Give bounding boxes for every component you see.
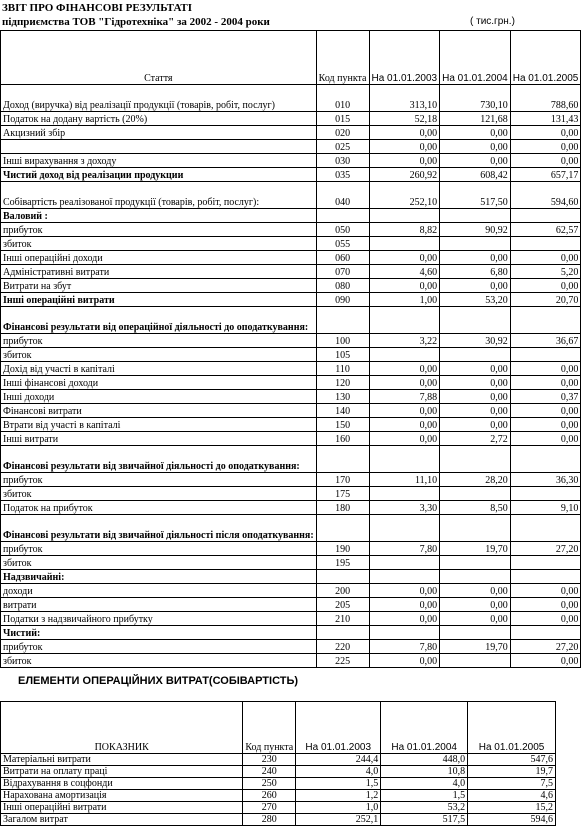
row-code: 260: [243, 790, 296, 802]
row-code: 040: [316, 182, 369, 209]
row-value-2: 28,20: [440, 473, 511, 487]
row-label: Фінансові результати від звичайної діяльності до оподаткування:: [1, 446, 317, 473]
row-label: Податки з надзвичайного прибутку: [1, 612, 317, 626]
row-value-2: 53,20: [440, 293, 511, 307]
row-value-3: 19,7: [468, 766, 556, 778]
row-value-3: [510, 570, 581, 584]
table-row: [1, 404, 581, 418]
row-label: Інші операційні витрати: [1, 293, 317, 307]
row-value-3: 0,00: [510, 362, 581, 376]
table-row: [1, 766, 556, 778]
row-value-3: 62,57: [510, 223, 581, 237]
row-label: Адміністративні витрати: [1, 265, 317, 279]
row-value-2: 0,00: [440, 279, 511, 293]
row-value-2: 0,00: [440, 404, 511, 418]
row-value-1: 0,00: [369, 362, 440, 376]
row-code: 020: [316, 126, 369, 140]
row-value-1: 4,60: [369, 265, 440, 279]
row-code: 270: [243, 802, 296, 814]
row-value-1: 0,00: [369, 140, 440, 154]
row-label: Інші операційні доходи: [1, 251, 317, 265]
table-row: [1, 334, 581, 348]
row-value-1: 3,30: [369, 501, 440, 515]
table-row: [1, 446, 581, 473]
table-row: [1, 376, 581, 390]
row-code: 030: [316, 154, 369, 168]
header-col-2004: На 01.01.2004: [381, 702, 468, 754]
row-value-2: 0,00: [440, 126, 511, 140]
row-code: 100: [316, 334, 369, 348]
row-value-3: 9,10: [510, 501, 581, 515]
row-label: Чистий:: [1, 626, 317, 640]
row-label: прибуток: [1, 334, 317, 348]
row-value-3: 20,70: [510, 293, 581, 307]
row-value-1: 0,00: [369, 612, 440, 626]
row-label: доходи: [1, 584, 317, 598]
row-value-2: [440, 446, 511, 473]
header-code: Код пункта: [316, 31, 369, 85]
row-value-2: 0,00: [440, 362, 511, 376]
row-value-3: [510, 237, 581, 251]
row-value-1: 0,00: [369, 598, 440, 612]
row-value-1: 260,92: [369, 168, 440, 182]
row-value-3: 0,00: [510, 279, 581, 293]
row-value-3: 15,2: [468, 802, 556, 814]
table-row: [1, 473, 581, 487]
row-code: 070: [316, 265, 369, 279]
row-value-1: 244,4: [296, 754, 381, 766]
table-row: [1, 598, 581, 612]
table-row: [1, 570, 581, 584]
row-value-3: 27,20: [510, 542, 581, 556]
row-label: збиток: [1, 348, 317, 362]
row-code: [316, 626, 369, 640]
row-label: прибуток: [1, 542, 317, 556]
row-code: 080: [316, 279, 369, 293]
row-value-2: 608,42: [440, 168, 511, 182]
table-row: [1, 209, 581, 223]
table-row: [1, 584, 581, 598]
table-row: [1, 293, 581, 307]
header-indicator: ПОКАЗНИК: [1, 702, 243, 754]
table-row: [1, 654, 581, 668]
row-code: 090: [316, 293, 369, 307]
row-value-2: [440, 654, 511, 668]
row-value-3: 0,00: [510, 654, 581, 668]
row-value-1: [369, 626, 440, 640]
row-code: 010: [316, 85, 369, 112]
header-col-2003: На 01.01.2003: [369, 31, 440, 85]
row-value-1: [369, 487, 440, 501]
row-label: Інші операційні витрати: [1, 802, 243, 814]
row-label: збиток: [1, 556, 317, 570]
row-value-3: 594,6: [468, 814, 556, 826]
row-value-3: 7,5: [468, 778, 556, 790]
table-row: [1, 251, 581, 265]
table-row: [1, 168, 581, 182]
row-value-1: 1,00: [369, 293, 440, 307]
row-label: Податок на прибуток: [1, 501, 317, 515]
row-value-2: [440, 556, 511, 570]
row-value-1: [369, 307, 440, 334]
row-label: Витрати на збут: [1, 279, 317, 293]
row-code: 225: [316, 654, 369, 668]
row-value-3: [510, 515, 581, 542]
row-value-2: 0,00: [440, 584, 511, 598]
row-value-3: [510, 446, 581, 473]
row-value-3: [510, 626, 581, 640]
row-code: 035: [316, 168, 369, 182]
row-label: Витрати на оплату праці: [1, 766, 243, 778]
row-value-1: [369, 348, 440, 362]
row-code: [316, 515, 369, 542]
row-value-2: 30,92: [440, 334, 511, 348]
row-value-1: [369, 570, 440, 584]
header-col-2005: На 01.01.2005: [510, 31, 581, 85]
operating-costs-table: [0, 701, 556, 826]
row-value-3: 0,37: [510, 390, 581, 404]
table-row: [1, 640, 581, 654]
row-label: Доход (виручка) від реалізації продукції (товарів, робіт, послуг): [1, 85, 317, 112]
row-code: 110: [316, 362, 369, 376]
row-value-3: 788,60: [510, 85, 581, 112]
row-label: Акцизний збір: [1, 126, 317, 140]
table-row: [1, 112, 581, 126]
table-row: [1, 390, 581, 404]
row-code: 250: [243, 778, 296, 790]
row-value-1: 313,10: [369, 85, 440, 112]
row-value-2: [440, 348, 511, 362]
row-value-2: [440, 307, 511, 334]
row-value-1: 7,80: [369, 640, 440, 654]
row-value-3: 0,00: [510, 598, 581, 612]
row-value-2: 0,00: [440, 251, 511, 265]
row-value-2: 0,00: [440, 612, 511, 626]
row-label: Інші фінансові доходи: [1, 376, 317, 390]
row-label: збиток: [1, 237, 317, 251]
row-value-1: 0,00: [369, 251, 440, 265]
row-code: 150: [316, 418, 369, 432]
row-value-2: 0,00: [440, 154, 511, 168]
row-value-2: [440, 209, 511, 223]
table-row: [1, 279, 581, 293]
row-value-2: [440, 570, 511, 584]
table-row: [1, 501, 581, 515]
row-value-2: 730,10: [440, 85, 511, 112]
table-row: [1, 182, 581, 209]
row-value-1: 0,00: [369, 154, 440, 168]
row-code: [316, 446, 369, 473]
table-row: [1, 237, 581, 251]
row-value-3: 27,20: [510, 640, 581, 654]
table-row: [1, 542, 581, 556]
row-code: 025: [316, 140, 369, 154]
row-value-2: 517,50: [440, 182, 511, 209]
row-code: 220: [316, 640, 369, 654]
header-article: Стаття: [1, 31, 317, 85]
row-value-2: 0,00: [440, 390, 511, 404]
row-code: 200: [316, 584, 369, 598]
row-label: Дохід від участі в капіталі: [1, 362, 317, 376]
row-value-1: 3,22: [369, 334, 440, 348]
row-value-3: 0,00: [510, 126, 581, 140]
row-label: Інші вирахування з доходу: [1, 154, 317, 168]
table-row: [1, 626, 581, 640]
row-value-3: [510, 487, 581, 501]
row-value-3: 0,00: [510, 376, 581, 390]
row-code: [316, 570, 369, 584]
row-value-3: [510, 307, 581, 334]
row-value-2: 19,70: [440, 640, 511, 654]
row-value-1: [369, 209, 440, 223]
table-row: [1, 790, 556, 802]
table-row: [1, 556, 581, 570]
row-value-1: 7,80: [369, 542, 440, 556]
table-row: [1, 126, 581, 140]
row-label: Надзвичайні:: [1, 570, 317, 584]
table-row: [1, 418, 581, 432]
row-code: 205: [316, 598, 369, 612]
row-value-2: 448,0: [381, 754, 468, 766]
row-value-2: [440, 487, 511, 501]
row-value-3: 5,20: [510, 265, 581, 279]
row-value-3: 0,00: [510, 432, 581, 446]
row-value-2: 90,92: [440, 223, 511, 237]
row-label: Фінансові витрати: [1, 404, 317, 418]
row-value-2: [440, 515, 511, 542]
row-code: 140: [316, 404, 369, 418]
header-col-2005: На 01.01.2005: [468, 702, 556, 754]
row-value-1: 0,00: [369, 654, 440, 668]
row-value-1: [369, 237, 440, 251]
row-value-1: 0,00: [369, 126, 440, 140]
row-label: Матеріальні витрати: [1, 754, 243, 766]
header-col-2004: На 01.01.2004: [440, 31, 511, 85]
row-code: 130: [316, 390, 369, 404]
row-value-3: 0,00: [510, 404, 581, 418]
row-value-3: [510, 556, 581, 570]
row-label: збиток: [1, 487, 317, 501]
table-header-row: [1, 702, 556, 754]
row-label: [1, 140, 317, 154]
row-value-2: 0,00: [440, 376, 511, 390]
row-label: прибуток: [1, 473, 317, 487]
row-label: Валовий :: [1, 209, 317, 223]
row-value-3: [510, 209, 581, 223]
row-value-2: 19,70: [440, 542, 511, 556]
row-label: збиток: [1, 654, 317, 668]
row-value-2: 8,50: [440, 501, 511, 515]
row-value-1: [369, 556, 440, 570]
row-label: Нарахована амортизація: [1, 790, 243, 802]
row-value-2: 0,00: [440, 140, 511, 154]
row-value-1: 1,5: [296, 778, 381, 790]
table-row: [1, 612, 581, 626]
row-value-1: 8,82: [369, 223, 440, 237]
row-code: 170: [316, 473, 369, 487]
row-value-1: 0,00: [369, 432, 440, 446]
row-value-1: 0,00: [369, 404, 440, 418]
row-value-3: 0,00: [510, 418, 581, 432]
report-title: ЗВІТ ПРО ФІНАНСОВІ РЕЗУЛЬТАТІ: [2, 2, 193, 14]
row-code: 195: [316, 556, 369, 570]
table-row: [1, 754, 556, 766]
table-row: [1, 432, 581, 446]
row-value-1: 0,00: [369, 418, 440, 432]
row-value-3: 0,00: [510, 584, 581, 598]
row-value-3: 547,6: [468, 754, 556, 766]
row-label: Податок на додану вартість (20%): [1, 112, 317, 126]
row-value-3: 0,00: [510, 612, 581, 626]
row-code: 190: [316, 542, 369, 556]
header-col-2003: На 01.01.2003: [296, 702, 381, 754]
row-value-1: 52,18: [369, 112, 440, 126]
row-code: 175: [316, 487, 369, 501]
row-value-1: 7,88: [369, 390, 440, 404]
table-row: [1, 85, 581, 112]
row-code: [316, 209, 369, 223]
row-label: Відрахування в соцфонди: [1, 778, 243, 790]
row-value-2: 53,2: [381, 802, 468, 814]
row-value-3: 0,00: [510, 251, 581, 265]
row-value-1: 4,0: [296, 766, 381, 778]
row-label: витрати: [1, 598, 317, 612]
row-code: 055: [316, 237, 369, 251]
row-label: прибуток: [1, 223, 317, 237]
row-value-2: 1,5: [381, 790, 468, 802]
row-value-3: 0,00: [510, 154, 581, 168]
row-code: 015: [316, 112, 369, 126]
table-row: [1, 265, 581, 279]
row-label: Загалом витрат: [1, 814, 243, 826]
units-label: ( тис.грн.): [470, 16, 515, 27]
row-value-3: [510, 348, 581, 362]
row-value-2: [440, 626, 511, 640]
row-code: [316, 307, 369, 334]
table-row: [1, 362, 581, 376]
table-row: [1, 307, 581, 334]
row-label: Фінансові результати від звичайної діяльності після оподаткування:: [1, 515, 317, 542]
row-value-2: 2,72: [440, 432, 511, 446]
table-row: [1, 814, 556, 826]
row-code: 160: [316, 432, 369, 446]
table-row: [1, 515, 581, 542]
row-code: 060: [316, 251, 369, 265]
row-label: Чистий доход від реалізации продукции: [1, 168, 317, 182]
row-value-3: 594,60: [510, 182, 581, 209]
row-value-3: 4,6: [468, 790, 556, 802]
row-code: 210: [316, 612, 369, 626]
row-label: Інші доходи: [1, 390, 317, 404]
row-code: 180: [316, 501, 369, 515]
row-value-1: 0,00: [369, 279, 440, 293]
row-label: Інші витрати: [1, 432, 317, 446]
row-value-1: 11,10: [369, 473, 440, 487]
row-value-1: 1,2: [296, 790, 381, 802]
row-value-1: [369, 515, 440, 542]
row-value-1: 252,1: [296, 814, 381, 826]
row-value-2: [440, 237, 511, 251]
row-value-3: 0,00: [510, 140, 581, 154]
row-code: 230: [243, 754, 296, 766]
row-value-3: 36,67: [510, 334, 581, 348]
table-row: [1, 348, 581, 362]
row-value-3: 131,43: [510, 112, 581, 126]
row-value-2: 0,00: [440, 418, 511, 432]
row-value-1: [369, 446, 440, 473]
row-code: 105: [316, 348, 369, 362]
row-value-2: 6,80: [440, 265, 511, 279]
financial-results-table: [0, 30, 581, 668]
row-label: Собівартість реалізованої продукції (товарів, робіт, послуг):: [1, 182, 317, 209]
row-value-3: 36,30: [510, 473, 581, 487]
row-value-2: 517,5: [381, 814, 468, 826]
report-subtitle: підприємства ТОВ "Гідротехніка" за 2002 - 2004 роки: [2, 16, 270, 28]
row-code: 240: [243, 766, 296, 778]
row-value-1: 0,00: [369, 376, 440, 390]
row-value-2: 4,0: [381, 778, 468, 790]
row-value-2: 121,68: [440, 112, 511, 126]
row-value-1: 0,00: [369, 584, 440, 598]
table-row: [1, 778, 556, 790]
table-row: [1, 487, 581, 501]
table-row: [1, 223, 581, 237]
row-code: 120: [316, 376, 369, 390]
row-value-2: 0,00: [440, 598, 511, 612]
table-row: [1, 154, 581, 168]
table-header-row: [1, 31, 581, 85]
row-value-3: 657,17: [510, 168, 581, 182]
row-code: 050: [316, 223, 369, 237]
row-label: Втрати від участі в капіталі: [1, 418, 317, 432]
table-row: [1, 140, 581, 154]
row-label: прибуток: [1, 640, 317, 654]
row-value-1: 252,10: [369, 182, 440, 209]
row-label: Фінансові результати від операційної діяльності до оподаткування:: [1, 307, 317, 334]
table-row: [1, 802, 556, 814]
row-code: 280: [243, 814, 296, 826]
row-value-2: 10,8: [381, 766, 468, 778]
header-code: Код пункта: [243, 702, 296, 754]
row-value-1: 1,0: [296, 802, 381, 814]
section-title: ЕЛЕМЕНТИ ОПЕРАЦІЙНИХ ВИТРАТ(СОБІВАРТІСТЬ): [18, 675, 299, 687]
